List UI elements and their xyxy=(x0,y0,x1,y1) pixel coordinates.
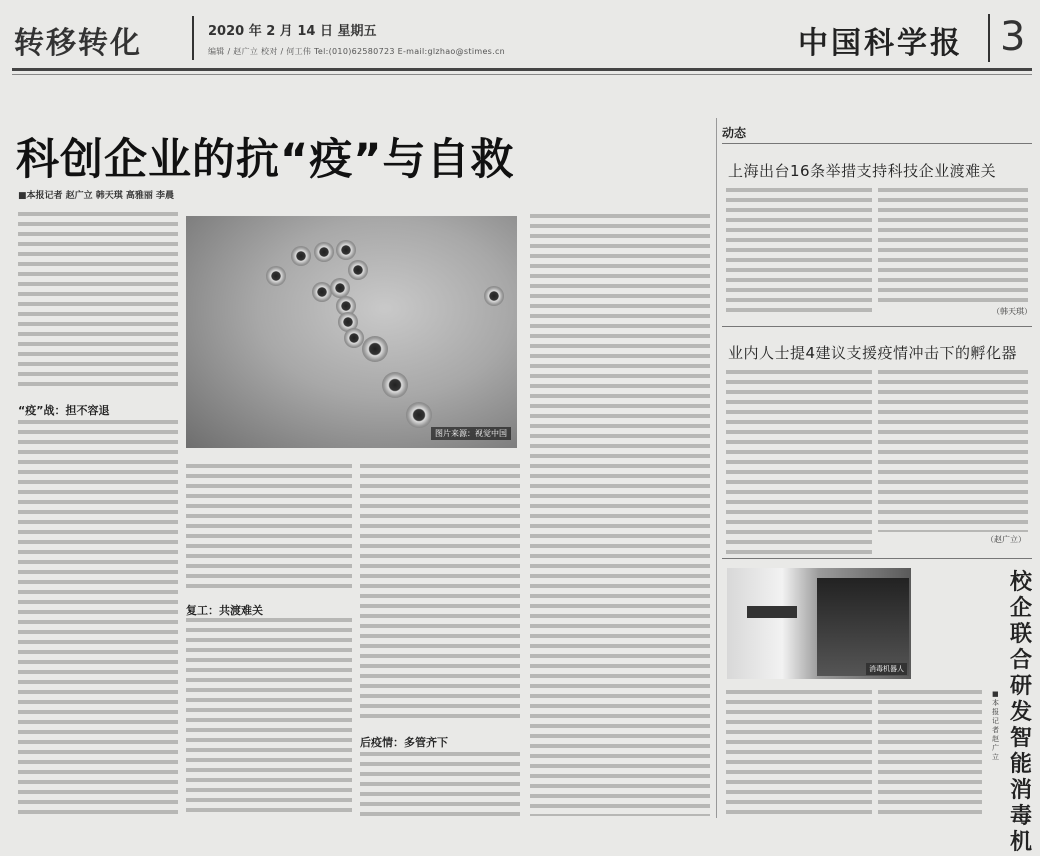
section-name: 转移转化 xyxy=(14,26,142,61)
news2-text-a xyxy=(726,370,872,554)
column-separator xyxy=(716,118,717,818)
editor-credits: 编辑 / 赵广立 校对 / 何工伟 Tel:(010)62580723 E-mail:glzhao@stimes.cn xyxy=(208,47,506,56)
article-subhead-2: 复工：共渡难关 xyxy=(186,604,263,617)
feature-text-a xyxy=(726,690,872,816)
article-text-col2b xyxy=(186,618,352,816)
article-photo-vials xyxy=(186,216,517,448)
tag-rule xyxy=(722,143,1032,144)
news-rule-1 xyxy=(722,326,1032,327)
newspaper-name: 中国科学报 xyxy=(798,26,963,61)
news-tag: 动态 xyxy=(722,126,747,140)
article-subhead-3: 后疫情：多管齐下 xyxy=(360,736,448,749)
news2-headline: 业内人士提4建议支援疫情冲击下的孵化器 xyxy=(728,344,1018,362)
news1-signoff: （韩天琪） xyxy=(992,307,1032,316)
news1-text-b xyxy=(878,188,1028,304)
news2-signoff: （赵广立） xyxy=(986,535,1026,544)
masthead-divider xyxy=(192,16,194,60)
article-text-col1b xyxy=(18,420,178,816)
article-text-col3a xyxy=(360,464,520,724)
news1-text-a xyxy=(726,188,872,316)
article-text-col3b xyxy=(360,752,520,816)
article-text-col1a xyxy=(18,212,178,392)
photo-credit: 图片来源：视觉中国 xyxy=(431,427,511,440)
feature-text-b xyxy=(878,690,982,816)
issue-date: 2020 年 2 月 14 日 星期五 xyxy=(208,24,377,39)
article-subhead-1: “疫”战：担不容退 xyxy=(18,404,110,417)
main-headline: 科创企业的抗“疫”与自救 xyxy=(16,135,515,185)
masthead-rule-thin xyxy=(12,74,1032,75)
news1-headline: 上海出台16条举措支持科技企业渡难关 xyxy=(728,162,997,180)
page-number: 3 xyxy=(1000,14,1026,60)
news2-text-b xyxy=(878,370,1028,532)
feature-vertical-byline: ■本报记者 赵广立 xyxy=(992,690,999,761)
feature-vertical-title: 校企联合研发智能消毒机 xyxy=(1010,570,1033,855)
article-text-col4 xyxy=(530,214,710,816)
news-rule-2 xyxy=(722,558,1032,559)
feature-photo-robot xyxy=(727,568,911,679)
feature-photo-caption: 消毒机器人 xyxy=(866,663,907,675)
masthead-rule xyxy=(12,68,1032,71)
masthead-divider-right xyxy=(988,14,990,62)
main-byline: ■本报记者 赵广立 韩天琪 高雅丽 李晨 xyxy=(18,191,175,201)
article-text-col2a xyxy=(186,464,352,594)
